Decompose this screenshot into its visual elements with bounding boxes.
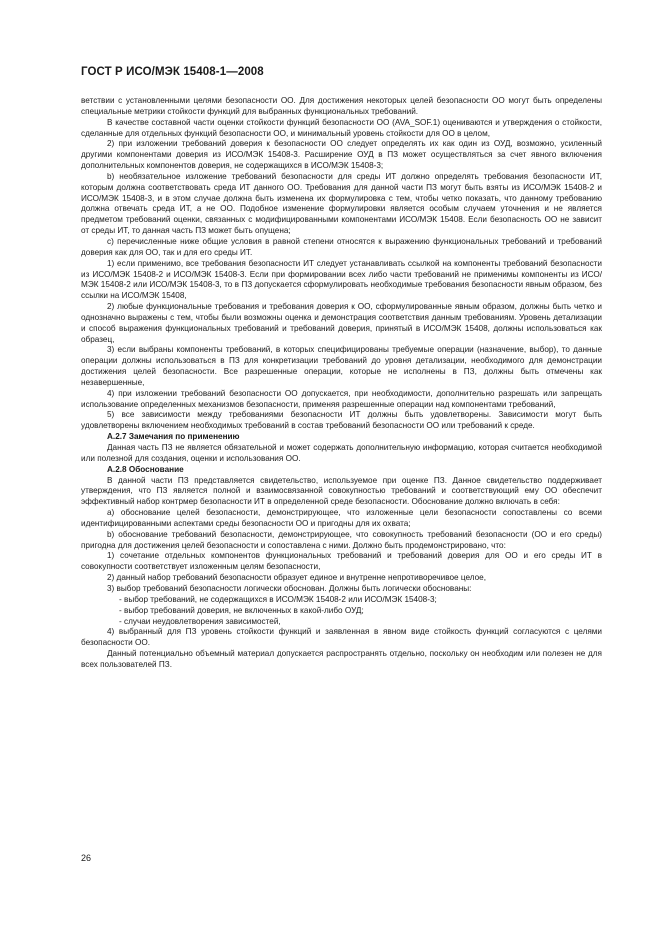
list-item: 3) если выбраны компоненты требований, в которых специфицированы требуемые операции (назначение, выбор), то данные операции должны использоваться в ПЗ для конкретизации требований до уровня детализации, необходимого для демонстрации достижения целей безопасности. Все разрешенные операции, которые не исполнены в ПЗ, должны быть отмечены как незавершенные, [81, 345, 602, 387]
paragraph: Данный потенциально объемный материал допускается распространять отдельно, поскольку он необходим или полезен не для всех пользователей ПЗ. [81, 649, 602, 669]
list-item: a) обоснование целей безопасности, демонстрирующее, что изложенные цели безопасности сопоставлены со всеми идентифицированными аспектами среды безопасности ОО и пригодны для их охвата; [81, 508, 602, 528]
paragraph: В качестве составной части оценки стойкости функций безопасности ОО (AVA_SOF.1) оцениваются и утверждения о стойкости, сделанные для отдельных функций безопасности ОО, и минимальный уровень стойкости для ОО в целом, [81, 117, 602, 138]
list-item: 1) если применимо, все требования безопасности ИТ следует устанавливать ссылкой на компоненты требований безопасности из ИСО/МЭК 15408-2 и ИСО/МЭК 15408-3. Если при формировании всех либо части требований не применимы компоненты из ИСО/МЭК 15408-2 или ИСО/МЭК 15408-3, то в ПЗ допускается сформулировать необходимые требования безопасности явным образом, без ссылки на ИСО/МЭК 15408, [81, 258, 602, 301]
paragraph: ветствии с установленными целями безопасности ОО. Для достижения некоторых целей безопасности ОО могут быть определены специальные метрики стойкости функций для выбранных функциональных требований. [81, 96, 602, 116]
list-item: 3) выбор требований безопасности логически обоснован. Должны быть логически обоснованы: [107, 583, 472, 593]
list-item: b) обоснование требований безопасности, демонстрирующее, что совокупность требований безопасности (ОО и его среды) пригодна для достижения целей безопасности и сопоставлена с ними. Должно быть продемонстрировано, что: [81, 529, 602, 550]
list-item: 2) любые функциональные требования и требования доверия к ОО, сформулированные явным образом, должны быть четко и однозначно выражены с тем, чтобы были возможны оценка и демонстрация соответствия данным требованиям. Уровень детализации и способ выражения функциональных требований и требований доверия, принятый в ИСО/МЭК 15408, должны использоваться как образец, [81, 302, 602, 344]
dash-item: - выбор требований доверия, не включенных в какой-либо ОУД; [119, 605, 364, 615]
list-item: c) перечисленные ниже общие условия в равной степени относятся к выражению функциональных требований и требований доверия как для ОО, так и для его среды ИТ. [81, 236, 602, 257]
list-item: 5) все зависимости между требованиями безопасности ИТ должны быть удовлетворены. Зависимости могут быть удовлетворены включением необходимых требований в состав требований безопасности ОО или требований к среде. [81, 410, 602, 431]
list-item: 4) выбранный для ПЗ уровень стойкости функций и заявленная в явном виде стойкость функций согласуются с целями безопасности ОО. [81, 627, 602, 648]
paragraph: Данная часть ПЗ не является обязательной и может содержать дополнительную информацию, которая считается необходимой или полезной для создания, оценки и использования ОО. [81, 443, 602, 463]
list-item: 2) данный набор требований безопасности образует единое и внутренне непротиворечивое целое, [107, 573, 487, 583]
list-item: 1) сочетание отдельных компонентов функциональных требований и требований доверия для ОО и его среды ИТ в совокупности соответствует изложенным целям безопасности, [81, 551, 602, 572]
document-header: ГОСТ Р ИСО/МЭК 15408-1—2008 [81, 66, 264, 78]
list-item: 4) при изложении требований безопасности ОО допускается, при необходимости, дополнительно разрешать или запрещать использование определенных механизмов безопасности, применяя разрешенные операции над компонентами требований, [81, 388, 602, 409]
page-number: 26 [81, 853, 92, 863]
page-body [81, 96, 602, 671]
list-item: 2) при изложении требований доверия к безопасности ОО следует определять их как один из ОУД, возможно, усиленный другими компонентами доверия из ИСО/МЭК 15408-3. Расширение ОУД в ПЗ может осуществляться за счет явного включения дополнительных компонентов доверия, не содержащихся в ИСО/МЭК 15408-3; [81, 139, 602, 171]
dash-item: - случаи неудовлетворения зависимостей, [119, 616, 281, 626]
section-heading-a27: А.2.7 Замечания по применению [107, 432, 240, 442]
list-item: b) необязательное изложение требований безопасности для среды ИТ должно определять требования безопасности ИТ, которым должна соответствовать среда ИТ данного ОО. Требования для данной части ПЗ могут быть взяты из ИСО/МЭК 15408-2 и ИСО/МЭК 15408-3, и в этом случае должна быть изменена их формулировка с тем, чтобы четко показать, что данному требованию должна отвечать среда ИТ, а не ОО. Подобное изменение формулировки является особым случаем уточнения и не является предметом требований оценки, связанных с модифицированными компонентами ИСО/МЭК 15408. Если безопасность ОО не зависит от среды ИТ, то данная часть ПЗ может быть опущена; [81, 171, 602, 236]
section-heading-a28: А.2.8 Обоснование [107, 464, 184, 474]
dash-item: - выбор требований, не содержащихся в ИСО/МЭК 15408-2 или ИСО/МЭК 15408-3; [119, 594, 437, 604]
paragraph: В данной части ПЗ представляется свидетельство, используемое при оценке ПЗ. Данное свидетельство поддерживает утверждения, что ПЗ является полной и взаимосвязанной совокупностью требований и соответствующий ему ОО обеспечит эффективный набор контрмер безопасности ИТ в определенной среде безопасности. Обоснование должно включать в себя: [81, 475, 602, 507]
